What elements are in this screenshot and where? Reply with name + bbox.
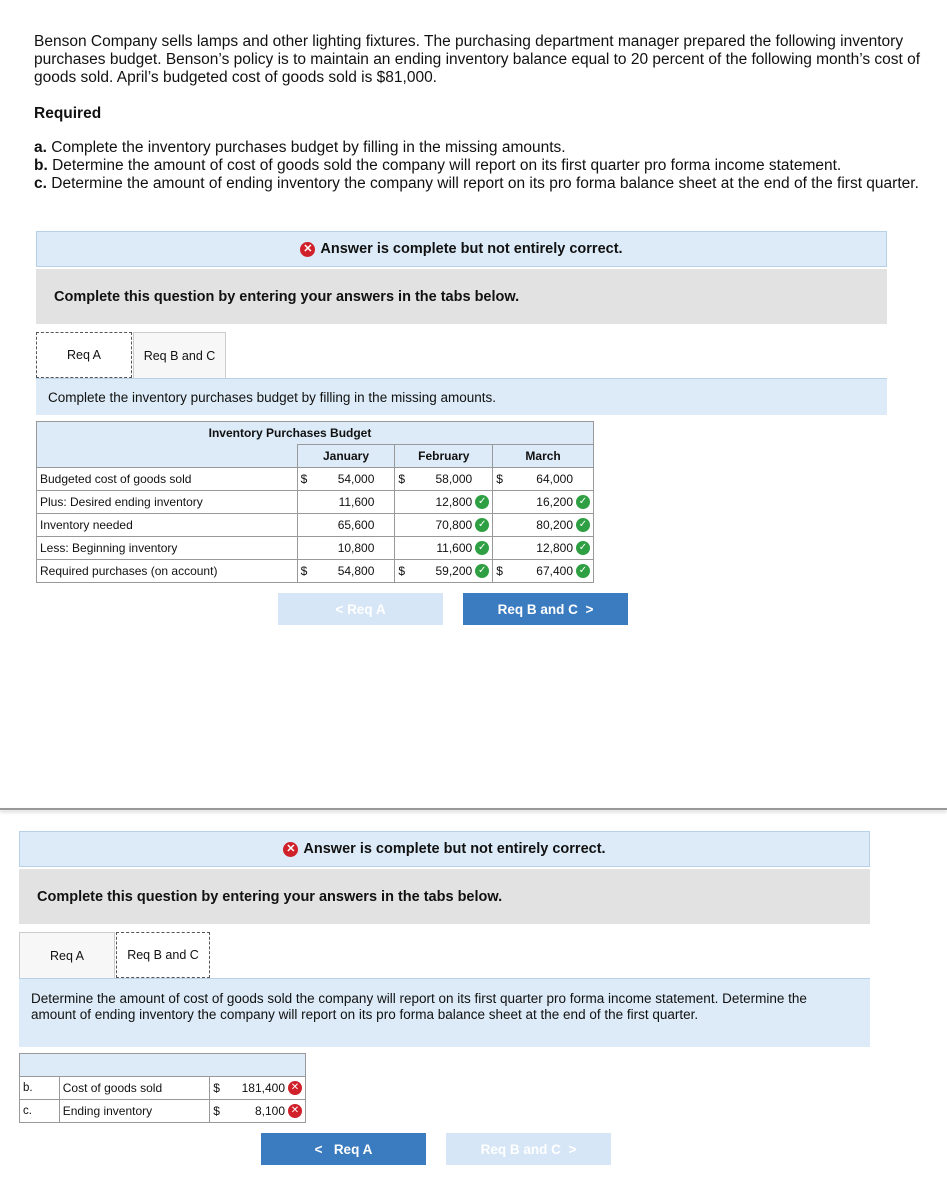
- prev-req-a-button[interactable]: < Req A: [278, 593, 443, 625]
- month-header-february: February: [395, 445, 493, 468]
- budget-value: 54,000: [337, 472, 375, 486]
- answer-input[interactable]: [210, 1077, 306, 1100]
- month-header-january: January: [297, 445, 395, 468]
- budget-value: 58,000: [435, 472, 473, 486]
- answers-table: [19, 1053, 306, 1123]
- prev-req-a-button-2[interactable]: < Req A: [261, 1133, 426, 1165]
- section-divider: [0, 808, 947, 810]
- budget-value: 80,200: [536, 517, 573, 532]
- answer-row: [20, 1100, 306, 1123]
- chevron-left-icon: <: [314, 1141, 334, 1157]
- answer-input[interactable]: [210, 1100, 306, 1123]
- budget-cell[interactable]: [395, 560, 493, 583]
- answer-status-banner: ✕ Answer is complete but not entirely correct.: [36, 231, 887, 267]
- budget-value: 12,800: [435, 494, 473, 509]
- chevron-left-icon: <: [335, 601, 348, 617]
- inventory-purchases-budget: [36, 421, 594, 583]
- requirement-c: c. Determine the amount of ending inventory the company will report on its pro forma balance sheet at the end of the first quarter.: [34, 175, 919, 192]
- budget-value: 70,800: [435, 517, 473, 532]
- answer-label: Ending inventory: [59, 1100, 210, 1123]
- answer-label: Cost of goods sold: [59, 1077, 210, 1100]
- instructions-box-2: Complete this question by entering your answers in the tabs below.: [19, 869, 870, 924]
- tab-req-b-and-c[interactable]: Req B and C: [133, 332, 226, 378]
- dollar-sign: $: [398, 472, 406, 486]
- check-circle-icon: ✓: [475, 564, 489, 578]
- budget-value: 16,200: [536, 494, 573, 509]
- instructions-box: Complete this question by entering your answers in the tabs below.: [36, 269, 887, 324]
- dollar-sign: $: [398, 563, 406, 578]
- month-header-march: March: [493, 445, 594, 468]
- budget-value: 64,000: [536, 472, 573, 486]
- answer-row: [20, 1077, 306, 1100]
- check-circle-icon: ✓: [475, 495, 489, 509]
- requirements-list: [34, 139, 944, 193]
- budget-cell[interactable]: [395, 537, 493, 560]
- check-circle-icon: ✓: [576, 518, 590, 532]
- budget-cell[interactable]: [297, 491, 395, 514]
- budget-cell[interactable]: [395, 491, 493, 514]
- budget-value: 54,800: [337, 564, 375, 578]
- budget-cell[interactable]: [297, 514, 395, 537]
- budget-cell[interactable]: [493, 560, 594, 583]
- check-circle-icon: ✓: [576, 495, 590, 509]
- budget-row-label: Inventory needed: [37, 514, 298, 537]
- requirement-a: a. Complete the inventory purchases budget by filling in the missing amounts.: [34, 139, 566, 156]
- x-circle-icon: ✕: [288, 1081, 302, 1095]
- budget-cell[interactable]: [297, 560, 395, 583]
- budget-cell[interactable]: [493, 468, 594, 491]
- budget-cell[interactable]: [297, 537, 395, 560]
- next-req-b-and-c-button[interactable]: Req B and C >: [463, 593, 628, 625]
- dollar-sign: $: [496, 472, 503, 486]
- budget-value: 12,800: [536, 540, 573, 555]
- problem-statement: [34, 33, 944, 87]
- tab-req-a[interactable]: Req A: [36, 332, 132, 378]
- chevron-right-icon: >: [560, 1141, 577, 1157]
- chevron-right-icon: >: [577, 601, 594, 617]
- tab-req-a-2[interactable]: Req A: [19, 932, 115, 978]
- check-circle-icon: ✓: [576, 564, 590, 578]
- dollar-sign: $: [300, 472, 308, 486]
- check-circle-icon: ✓: [475, 518, 489, 532]
- budget-value: 11,600: [338, 495, 375, 509]
- check-circle-icon: ✓: [576, 541, 590, 555]
- budget-row: [37, 491, 594, 514]
- budget-row: [37, 560, 594, 583]
- table-title: Inventory Purchases Budget: [208, 426, 372, 440]
- dollar-sign: $: [496, 563, 503, 578]
- answer-status-banner-2: ✕ Answer is complete but not entirely correct.: [19, 831, 870, 867]
- answer-letter: c.: [20, 1100, 60, 1123]
- budget-row-label: Budgeted cost of goods sold: [37, 468, 298, 491]
- budget-row-label: Required purchases (on account): [37, 560, 298, 583]
- budget-row: [37, 514, 594, 537]
- x-circle-icon: ✕: [300, 242, 315, 257]
- budget-row-label: Less: Beginning inventory: [37, 537, 298, 560]
- dollar-sign: $: [213, 1080, 220, 1095]
- budget-cell[interactable]: [297, 468, 395, 491]
- budget-row: [37, 537, 594, 560]
- budget-row: [37, 468, 594, 491]
- dollar-sign: $: [213, 1103, 220, 1118]
- budget-value: 10,800: [337, 541, 375, 555]
- check-circle-icon: ✓: [475, 541, 489, 555]
- x-circle-icon: ✕: [283, 842, 298, 857]
- budget-cell[interactable]: [493, 491, 594, 514]
- budget-value: 65,600: [337, 518, 375, 532]
- required-heading: Required: [34, 105, 102, 122]
- req-b-c-instruction: Determine the amount of cost of goods sold the company will report on its first quarter pro forma income statement. Determine the amount of ending inventory the company will report on its pro forma balance sheet at the end of the first quarter.: [19, 978, 870, 1047]
- intro-text: Benson Company sells lamps and other lighting fixtures. The purchasing department manager prepared the following inventory purchases budget. Benson’s policy is to maintain an ending inventory balance equal to 20 percent of the following month’s cost of goods sold. April’s budgeted cost of goods sold is $81,000.: [34, 33, 921, 86]
- answer-letter: b.: [20, 1077, 60, 1100]
- x-circle-icon: ✕: [288, 1104, 302, 1118]
- req-a-instruction: Complete the inventory purchases budget by filling in the missing amounts.: [36, 378, 887, 415]
- answer-value: 181,400: [241, 1080, 285, 1095]
- budget-value: 11,600: [436, 540, 473, 555]
- budget-row-label: Plus: Desired ending inventory: [37, 491, 298, 514]
- dollar-sign: $: [300, 564, 308, 578]
- tab-req-b-and-c-2[interactable]: Req B and C: [116, 932, 210, 978]
- next-req-b-and-c-button-2[interactable]: Req B and C >: [446, 1133, 611, 1165]
- requirement-b: b. Determine the amount of cost of goods sold the company will report on its first quarter pro forma income statement.: [34, 157, 842, 174]
- budget-cell[interactable]: [395, 514, 493, 537]
- budget-value: 67,400: [536, 563, 573, 578]
- budget-cell[interactable]: [493, 514, 594, 537]
- budget-cell[interactable]: [395, 468, 493, 491]
- budget-value: 59,200: [435, 563, 473, 578]
- budget-cell[interactable]: [493, 537, 594, 560]
- answer-value: 8,100: [254, 1103, 285, 1118]
